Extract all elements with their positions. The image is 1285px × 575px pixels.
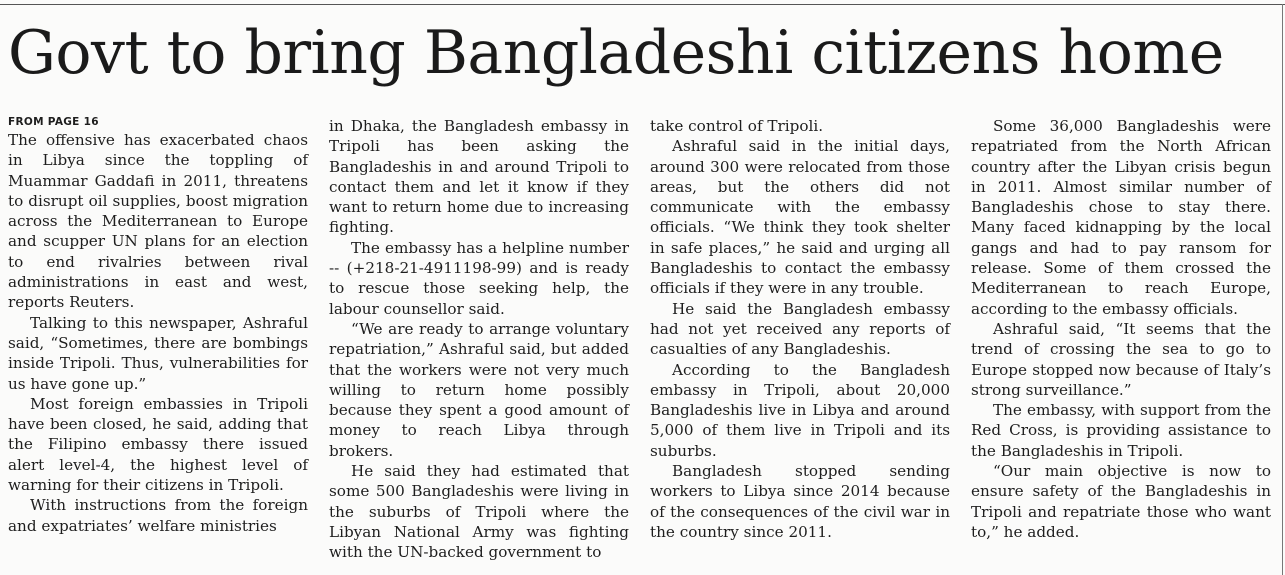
paragraph: take control of Tripoli. (650, 117, 824, 135)
paragraph: He said they had estimated that some 500 Bangladeshis were living in the suburbs of Tripoli where the Libyan National Army was fighting with the UN-backed government to (329, 462, 629, 562)
paragraph: Ashraful said in the initial days, around 300 were relocated from those areas, but the others did not communicate with the embassy officials. “We think they took shelter in safe places,” he said and urging all Bangladeshis to contact the embassy officials if they were in any trouble. (650, 137, 950, 298)
continuation-kicker: FROM PAGE 16 (8, 116, 99, 128)
paragraph: With instructions from the foreign and expatriates’ welfare ministries (8, 496, 308, 535)
paragraph: He said the Bangladesh embassy had not yet received any reports of casualties of any Bangladeshis. (650, 299, 950, 359)
article-column-1 (8, 116, 308, 536)
top-rule (0, 4, 1285, 5)
headline: Govt to bring Bangladeshi citizens home (8, 18, 1224, 88)
paragraph: The embassy, with support from the Red Cross, is providing assistance to the Bangladeshis in Tripoli. (971, 401, 1271, 460)
paragraph: The offensive has exacerbated chaos in Libya since the toppling of Muammar Gaddafi in 2011, threatens to disrupt oil supplies, boost migration across the Mediterranean to Europe and scupper UN plans for an election to end rivalries between rival administrations in east and west, reports Reuters. (8, 131, 308, 312)
article-column-3 (650, 116, 950, 542)
right-rule (1282, 4, 1283, 575)
article-column-4 (971, 116, 1271, 542)
paragraph: Ashraful said, “It seems that the trend of crossing the sea to go to Europe stopped now because of Italy’s strong surveillance.” (971, 319, 1271, 399)
paragraph: Some 36,000 Bangladeshis were repatriated from the North African country after the Libyan crisis begun in 2011. Almost similar number of Bangladeshis chose to stay there. Many faced kidnapping by the local gangs and had to pay ransom for release. Some of them crossed the Mediterranean to reach Europe, according to the embassy officials. (971, 117, 1271, 318)
paragraph: “Our main objective is now to ensure safety of the Bangladeshis in Tripoli and repatriate those who want to,” he added. (971, 462, 1271, 541)
paragraph: Talking to this newspaper, Ashraful said, “Sometimes, there are bombings inside Tripoli. Thus, vulnerabilities for us have gone up.” (8, 313, 308, 393)
paragraph: in Dhaka, the Bangladesh embassy in Tripoli has been asking the Bangladeshis in and around Tripoli to contact them and let it know if they want to return home due to increasing fighting. (329, 117, 629, 237)
paragraph: Bangladesh stopped sending workers to Libya since 2014 because of the consequences of the civil war in the country since 2011. (650, 462, 950, 541)
paragraph: Most foreign embassies in Tripoli have been closed, he said, adding that the Filipino embassy there issued alert level-4, the highest level of warning for their citizens in Tripoli. (8, 394, 308, 495)
paragraph: “We are ready to arrange voluntary repatriation,” Ashraful said, but added that the workers were not very much willing to return home possibly because they spent a good amount of money to reach Libya through brokers. (329, 319, 629, 460)
paragraph: According to the Bangladesh embassy in Tripoli, about 20,000 Bangladeshis live in Libya and around 5,000 of them live in Tripoli and its suburbs. (650, 360, 950, 460)
article-column-2 (329, 116, 629, 563)
paragraph: The embassy has a helpline number -- (+218-21-4911198-99) and is ready to rescue those seeking help, the labour counsellor said. (329, 238, 629, 318)
